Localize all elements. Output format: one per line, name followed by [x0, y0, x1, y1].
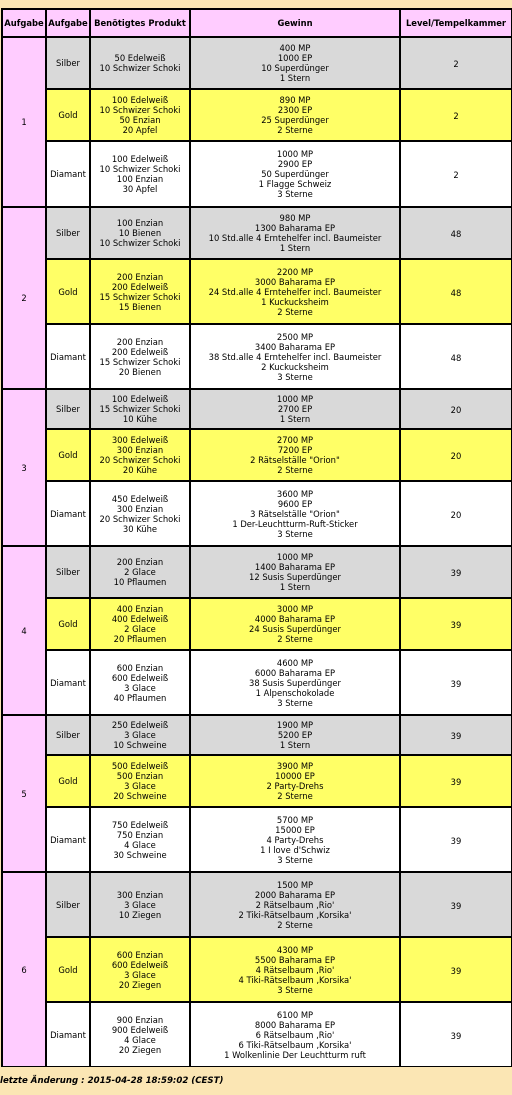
- produkt-cell: [90, 937, 190, 1002]
- header-gewinn: Gewinn: [190, 9, 400, 37]
- produkt-line: 10 Schwizer Schoki: [99, 238, 181, 248]
- gewinn-line: 9600 EP: [277, 498, 313, 509]
- gewinn-line: 3000 MP: [276, 604, 314, 614]
- gewinn-line: 3 Rätselställe "Orion": [250, 508, 340, 519]
- header-level: Level/Tempelkammer: [400, 9, 512, 37]
- level-cell: 20: [400, 481, 512, 546]
- tier-label: Silber: [46, 715, 90, 755]
- gewinn-line: 6 Tiki-Rätselbaum ‚Korsika': [238, 1039, 352, 1050]
- produkt-cell: [90, 141, 190, 207]
- gewinn-line: 2 Rätselbaum ‚Rio': [255, 899, 335, 910]
- gewinn-line: 3 Sterne: [277, 984, 313, 995]
- level-cell: 39: [400, 807, 512, 872]
- produkt-line: 500 Edelweiß: [111, 761, 169, 771]
- gewinn-line: 2 Sterne: [277, 634, 313, 644]
- produkt-line: 750 Enzian: [116, 829, 164, 840]
- level-cell: 39: [400, 715, 512, 755]
- produkt-line: 250 Edelweiß: [111, 720, 169, 730]
- produkt-line: 10 Bienen: [118, 228, 162, 238]
- produkt-line: 30 Kühe: [122, 523, 158, 534]
- last-modified: letzte Änderung : 2015-04-28 18:59:02 (CEST): [0, 1076, 224, 1086]
- gewinn-line: 4 Tiki-Rätselbaum ‚Korsika': [238, 974, 352, 985]
- produkt-line: 30 Apfel: [122, 184, 158, 194]
- gewinn-line: 1000 MP: [276, 552, 314, 562]
- produkt-cell: [90, 481, 190, 546]
- tier-label: Diamant: [46, 807, 90, 872]
- header-produkt: Benötigtes Produkt: [90, 9, 190, 37]
- produkt-line: 20 Apfel: [122, 125, 158, 135]
- produkt-line: 20 Ziegen: [118, 979, 162, 990]
- tasks-table: [1, 8, 512, 1067]
- tier-label: Silber: [46, 207, 90, 259]
- table-row: [2, 481, 512, 546]
- produkt-line: 600 Enzian: [116, 662, 164, 673]
- gewinn-line: 4 Party-Drehs: [266, 834, 324, 845]
- gewinn-line: 3 Sterne: [277, 854, 313, 865]
- table-body: [2, 37, 512, 1067]
- gewinn-line: 38 Std.alle 4 Erntehelfer incl. Baumeister: [208, 351, 382, 362]
- level-cell: 2: [400, 141, 512, 207]
- produkt-line: 200 Enzian: [116, 336, 164, 347]
- gewinn-line: 5500 Baharama EP: [254, 954, 336, 965]
- gewinn-line: 1 Alpenschokolade: [255, 687, 335, 698]
- aufgabe-number: 2: [2, 207, 46, 389]
- produkt-line: 200 Enzian: [116, 271, 164, 282]
- produkt-line: 3 Glace: [124, 899, 156, 910]
- tier-label: Diamant: [46, 324, 90, 389]
- produkt-line: 4 Glace: [124, 839, 156, 850]
- gewinn-cell: [190, 546, 400, 598]
- gewinn-line: 3900 MP: [276, 761, 314, 771]
- aufgabe-number: 6: [2, 872, 46, 1067]
- tier-label: Silber: [46, 37, 90, 89]
- produkt-line: 15 Bienen: [118, 301, 162, 312]
- gewinn-line: 2 Tiki-Rätselbaum ‚Korsika': [238, 909, 352, 920]
- produkt-line: 600 Enzian: [116, 949, 164, 960]
- level-cell: 48: [400, 207, 512, 259]
- gewinn-line: 38 Susis Superdünger: [249, 677, 341, 688]
- gewinn-line: 12 Susis Superdünger: [249, 572, 341, 582]
- produkt-line: 400 Enzian: [116, 604, 164, 614]
- aufgabe-number: 3: [2, 389, 46, 546]
- produkt-line: 10 Schwizer Schoki: [99, 63, 181, 73]
- gewinn-line: 890 MP: [279, 95, 311, 105]
- gewinn-line: 1 Kuckucksheim: [261, 296, 329, 307]
- aufgabe-number: 1: [2, 37, 46, 207]
- produkt-line: 900 Enzian: [116, 1014, 164, 1025]
- gewinn-line: 6100 MP: [276, 1009, 314, 1020]
- table-row: [2, 937, 512, 1002]
- gewinn-cell: [190, 650, 400, 715]
- gewinn-cell: [190, 37, 400, 89]
- produkt-line: 200 Enzian: [116, 557, 164, 567]
- level-cell: 39: [400, 937, 512, 1002]
- gewinn-line: 2000 Baharama EP: [254, 889, 336, 900]
- gewinn-line: 25 Superdünger: [261, 115, 329, 125]
- produkt-cell: [90, 89, 190, 141]
- level-cell: 39: [400, 872, 512, 937]
- gewinn-line: 3 Sterne: [277, 371, 313, 382]
- gewinn-line: 6000 Baharama EP: [254, 667, 336, 678]
- gewinn-cell: [190, 1002, 400, 1067]
- produkt-line: 30 Schweine: [113, 849, 167, 860]
- produkt-line: 20 Schwizer Schoki: [99, 455, 181, 465]
- gewinn-line: 3 Sterne: [277, 528, 313, 539]
- produkt-line: 300 Edelweiß: [111, 435, 169, 445]
- gewinn-line: 5700 MP: [276, 814, 314, 825]
- produkt-cell: [90, 650, 190, 715]
- produkt-cell: [90, 429, 190, 481]
- gewinn-cell: [190, 324, 400, 389]
- gewinn-line: 1 Stern: [279, 740, 311, 750]
- produkt-cell: [90, 715, 190, 755]
- gewinn-line: 2 Sterne: [277, 125, 313, 135]
- gewinn-cell: [190, 89, 400, 141]
- produkt-line: 10 Kühe: [122, 414, 158, 424]
- gewinn-line: 1900 MP: [276, 720, 314, 730]
- gewinn-line: 7200 EP: [277, 445, 313, 455]
- gewinn-line: 3400 Baharama EP: [254, 341, 336, 352]
- gewinn-line: 10000 EP: [275, 771, 315, 781]
- produkt-line: 3 Glace: [124, 781, 156, 791]
- produkt-cell: [90, 324, 190, 389]
- produkt-line: 200 Edelweiß: [111, 281, 169, 292]
- gewinn-line: 1000 MP: [276, 149, 314, 159]
- produkt-cell: [90, 389, 190, 429]
- gewinn-line: 1 Stern: [279, 73, 311, 83]
- produkt-line: 200 Edelweiß: [111, 346, 169, 357]
- produkt-line: 3 Glace: [124, 730, 156, 740]
- tier-label: Diamant: [46, 650, 90, 715]
- gewinn-line: 980 MP: [279, 213, 311, 223]
- gewinn-cell: [190, 715, 400, 755]
- gewinn-line: 2300 EP: [277, 105, 313, 115]
- produkt-line: 100 Edelweiß: [111, 154, 169, 164]
- table-row: [2, 598, 512, 650]
- produkt-cell: [90, 546, 190, 598]
- gewinn-cell: [190, 807, 400, 872]
- gewinn-line: 2 Sterne: [277, 791, 313, 801]
- table-row: [2, 207, 512, 259]
- gewinn-line: 24 Std.alle 4 Erntehelfer incl. Baumeister: [208, 286, 382, 297]
- tier-label: Silber: [46, 389, 90, 429]
- level-cell: 39: [400, 1002, 512, 1067]
- produkt-line: 40 Pflaumen: [113, 692, 167, 703]
- table-row: [2, 715, 512, 755]
- gewinn-line: 2 Kuckucksheim: [261, 361, 329, 372]
- gewinn-line: 8000 Baharama EP: [254, 1019, 336, 1030]
- tier-label: Gold: [46, 429, 90, 481]
- produkt-line: 10 Schwizer Schoki: [99, 105, 181, 115]
- gewinn-line: 1 I love d'Schwiz: [260, 844, 330, 855]
- gewinn-cell: [190, 207, 400, 259]
- produkt-line: 300 Enzian: [116, 445, 164, 455]
- gewinn-line: 6 Rätselbaum ‚Rio': [255, 1029, 335, 1040]
- level-cell: 2: [400, 37, 512, 89]
- table-row: [2, 259, 512, 324]
- tier-label: Gold: [46, 937, 90, 1002]
- gewinn-cell: [190, 429, 400, 481]
- gewinn-line: 3600 MP: [276, 488, 314, 499]
- gewinn-line: 2 Rätselställe "Orion": [250, 455, 340, 465]
- tier-label: Silber: [46, 546, 90, 598]
- produkt-line: 4 Glace: [124, 1034, 156, 1045]
- header-aufgabe-tier: Aufgabe: [46, 9, 90, 37]
- level-cell: 48: [400, 324, 512, 389]
- produkt-line: 10 Schweine: [113, 740, 167, 750]
- table-row: [2, 755, 512, 807]
- gewinn-cell: [190, 141, 400, 207]
- tier-label: Diamant: [46, 1002, 90, 1067]
- produkt-line: 50 Edelweiß: [114, 53, 166, 63]
- level-cell: 20: [400, 389, 512, 429]
- produkt-line: 10 Ziegen: [118, 909, 162, 920]
- produkt-line: 600 Edelweiß: [111, 959, 169, 970]
- produkt-line: 750 Edelweiß: [111, 819, 169, 830]
- gewinn-line: 2500 MP: [276, 331, 314, 342]
- level-cell: 39: [400, 598, 512, 650]
- produkt-line: 100 Edelweiß: [111, 394, 169, 404]
- gewinn-line: 1300 Baharama EP: [254, 223, 336, 233]
- produkt-line: 450 Edelweiß: [111, 493, 169, 504]
- gewinn-line: 24 Susis Superdünger: [249, 624, 341, 634]
- gewinn-line: 2900 EP: [277, 159, 313, 169]
- level-cell: 48: [400, 259, 512, 324]
- tier-label: Silber: [46, 872, 90, 937]
- tier-label: Diamant: [46, 481, 90, 546]
- gewinn-line: 1 Wolkenlinie Der Leuchtturm ruft: [224, 1049, 366, 1060]
- table-row: [2, 546, 512, 598]
- produkt-line: 100 Enzian: [116, 174, 164, 184]
- produkt-line: 600 Edelweiß: [111, 672, 169, 683]
- level-cell: 2: [400, 89, 512, 141]
- table-row: [2, 872, 512, 937]
- gewinn-cell: [190, 755, 400, 807]
- produkt-line: 10 Pflaumen: [113, 577, 167, 587]
- table-row: [2, 89, 512, 141]
- table-row: [2, 807, 512, 872]
- produkt-cell: [90, 259, 190, 324]
- gewinn-cell: [190, 481, 400, 546]
- tier-label: Gold: [46, 259, 90, 324]
- produkt-cell: [90, 207, 190, 259]
- produkt-line: 3 Glace: [124, 682, 156, 693]
- gewinn-line: 1 Stern: [279, 414, 311, 424]
- gewinn-line: 1000 MP: [276, 394, 314, 404]
- gewinn-line: 1 Der-Leuchtturm-Ruft-Sticker: [232, 518, 358, 529]
- gewinn-line: 3 Sterne: [277, 697, 313, 708]
- gewinn-line: 15000 EP: [275, 824, 315, 835]
- gewinn-line: 1 Flagge Schweiz: [258, 179, 332, 189]
- produkt-line: 15 Schwizer Schoki: [99, 356, 181, 367]
- gewinn-line: 1500 MP: [276, 879, 314, 890]
- produkt-line: 900 Edelweiß: [111, 1024, 169, 1035]
- produkt-cell: [90, 37, 190, 89]
- produkt-line: 50 Enzian: [119, 115, 161, 125]
- produkt-cell: [90, 598, 190, 650]
- produkt-line: 400 Edelweiß: [111, 614, 169, 624]
- table-row: [2, 37, 512, 89]
- gewinn-line: 2700 MP: [276, 435, 314, 445]
- produkt-cell: [90, 1002, 190, 1067]
- gewinn-line: 2 Sterne: [277, 465, 313, 475]
- gewinn-line: 2 Sterne: [277, 306, 313, 317]
- gewinn-line: 1 Stern: [279, 243, 311, 253]
- gewinn-line: 10 Std.alle 4 Erntehelfer incl. Baumeister: [208, 233, 382, 243]
- produkt-line: 20 Pflaumen: [113, 634, 167, 644]
- produkt-cell: [90, 807, 190, 872]
- table-row: [2, 429, 512, 481]
- produkt-line: 100 Enzian: [116, 218, 164, 228]
- produkt-line: 20 Ziegen: [118, 1044, 162, 1055]
- gewinn-cell: [190, 389, 400, 429]
- gewinn-line: 10 Superdünger: [261, 63, 329, 73]
- table-row: [2, 324, 512, 389]
- produkt-line: 300 Enzian: [116, 503, 164, 514]
- level-cell: 39: [400, 546, 512, 598]
- gewinn-line: 3000 Baharama EP: [254, 276, 336, 287]
- gewinn-line: 1 Stern: [279, 582, 311, 592]
- gewinn-line: 50 Superdünger: [261, 169, 329, 179]
- gewinn-line: 3 Sterne: [277, 189, 313, 199]
- gewinn-line: 2 Party-Drehs: [266, 781, 324, 791]
- level-cell: 20: [400, 429, 512, 481]
- aufgabe-number: 4: [2, 546, 46, 715]
- tier-label: Gold: [46, 89, 90, 141]
- tier-label: Gold: [46, 755, 90, 807]
- table-row: [2, 389, 512, 429]
- header-row: [2, 9, 512, 37]
- table-row: [2, 141, 512, 207]
- gewinn-line: 2700 EP: [277, 404, 313, 414]
- gewinn-cell: [190, 872, 400, 937]
- tier-label: Gold: [46, 598, 90, 650]
- gewinn-line: 400 MP: [279, 43, 311, 53]
- produkt-line: 15 Schwizer Schoki: [99, 404, 181, 414]
- table-row: [2, 1002, 512, 1067]
- produkt-line: 500 Enzian: [116, 771, 164, 781]
- produkt-line: 20 Schwizer Schoki: [99, 513, 181, 524]
- produkt-line: 2 Glace: [124, 624, 156, 634]
- produkt-line: 20 Bienen: [118, 366, 162, 377]
- header-aufgabe-number: Aufgabe: [2, 9, 46, 37]
- gewinn-line: 5200 EP: [277, 730, 313, 740]
- gewinn-line: 1000 EP: [277, 53, 313, 63]
- aufgabe-number: 5: [2, 715, 46, 872]
- produkt-line: 15 Schwizer Schoki: [99, 291, 181, 302]
- gewinn-line: 4000 Baharama EP: [254, 614, 336, 624]
- gewinn-line: 2 Sterne: [277, 919, 313, 930]
- produkt-line: 20 Kühe: [122, 465, 158, 475]
- produkt-cell: [90, 755, 190, 807]
- tier-label: Diamant: [46, 141, 90, 207]
- produkt-cell: [90, 872, 190, 937]
- gewinn-line: 4300 MP: [276, 944, 314, 955]
- table-row: [2, 650, 512, 715]
- gewinn-line: 2200 MP: [276, 266, 314, 277]
- gewinn-line: 4 Rätselbaum ‚Rio': [255, 964, 335, 975]
- produkt-line: 2 Glace: [124, 567, 156, 577]
- gewinn-line: 1400 Baharama EP: [254, 562, 336, 572]
- gewinn-cell: [190, 259, 400, 324]
- gewinn-cell: [190, 598, 400, 650]
- produkt-line: 10 Schwizer Schoki: [99, 164, 181, 174]
- produkt-line: 20 Schweine: [113, 791, 167, 801]
- level-cell: 39: [400, 650, 512, 715]
- gewinn-cell: [190, 937, 400, 1002]
- produkt-line: 100 Edelweiß: [111, 95, 169, 105]
- gewinn-line: 4600 MP: [276, 657, 314, 668]
- produkt-line: 300 Enzian: [116, 889, 164, 900]
- produkt-line: 3 Glace: [124, 969, 156, 980]
- level-cell: 39: [400, 755, 512, 807]
